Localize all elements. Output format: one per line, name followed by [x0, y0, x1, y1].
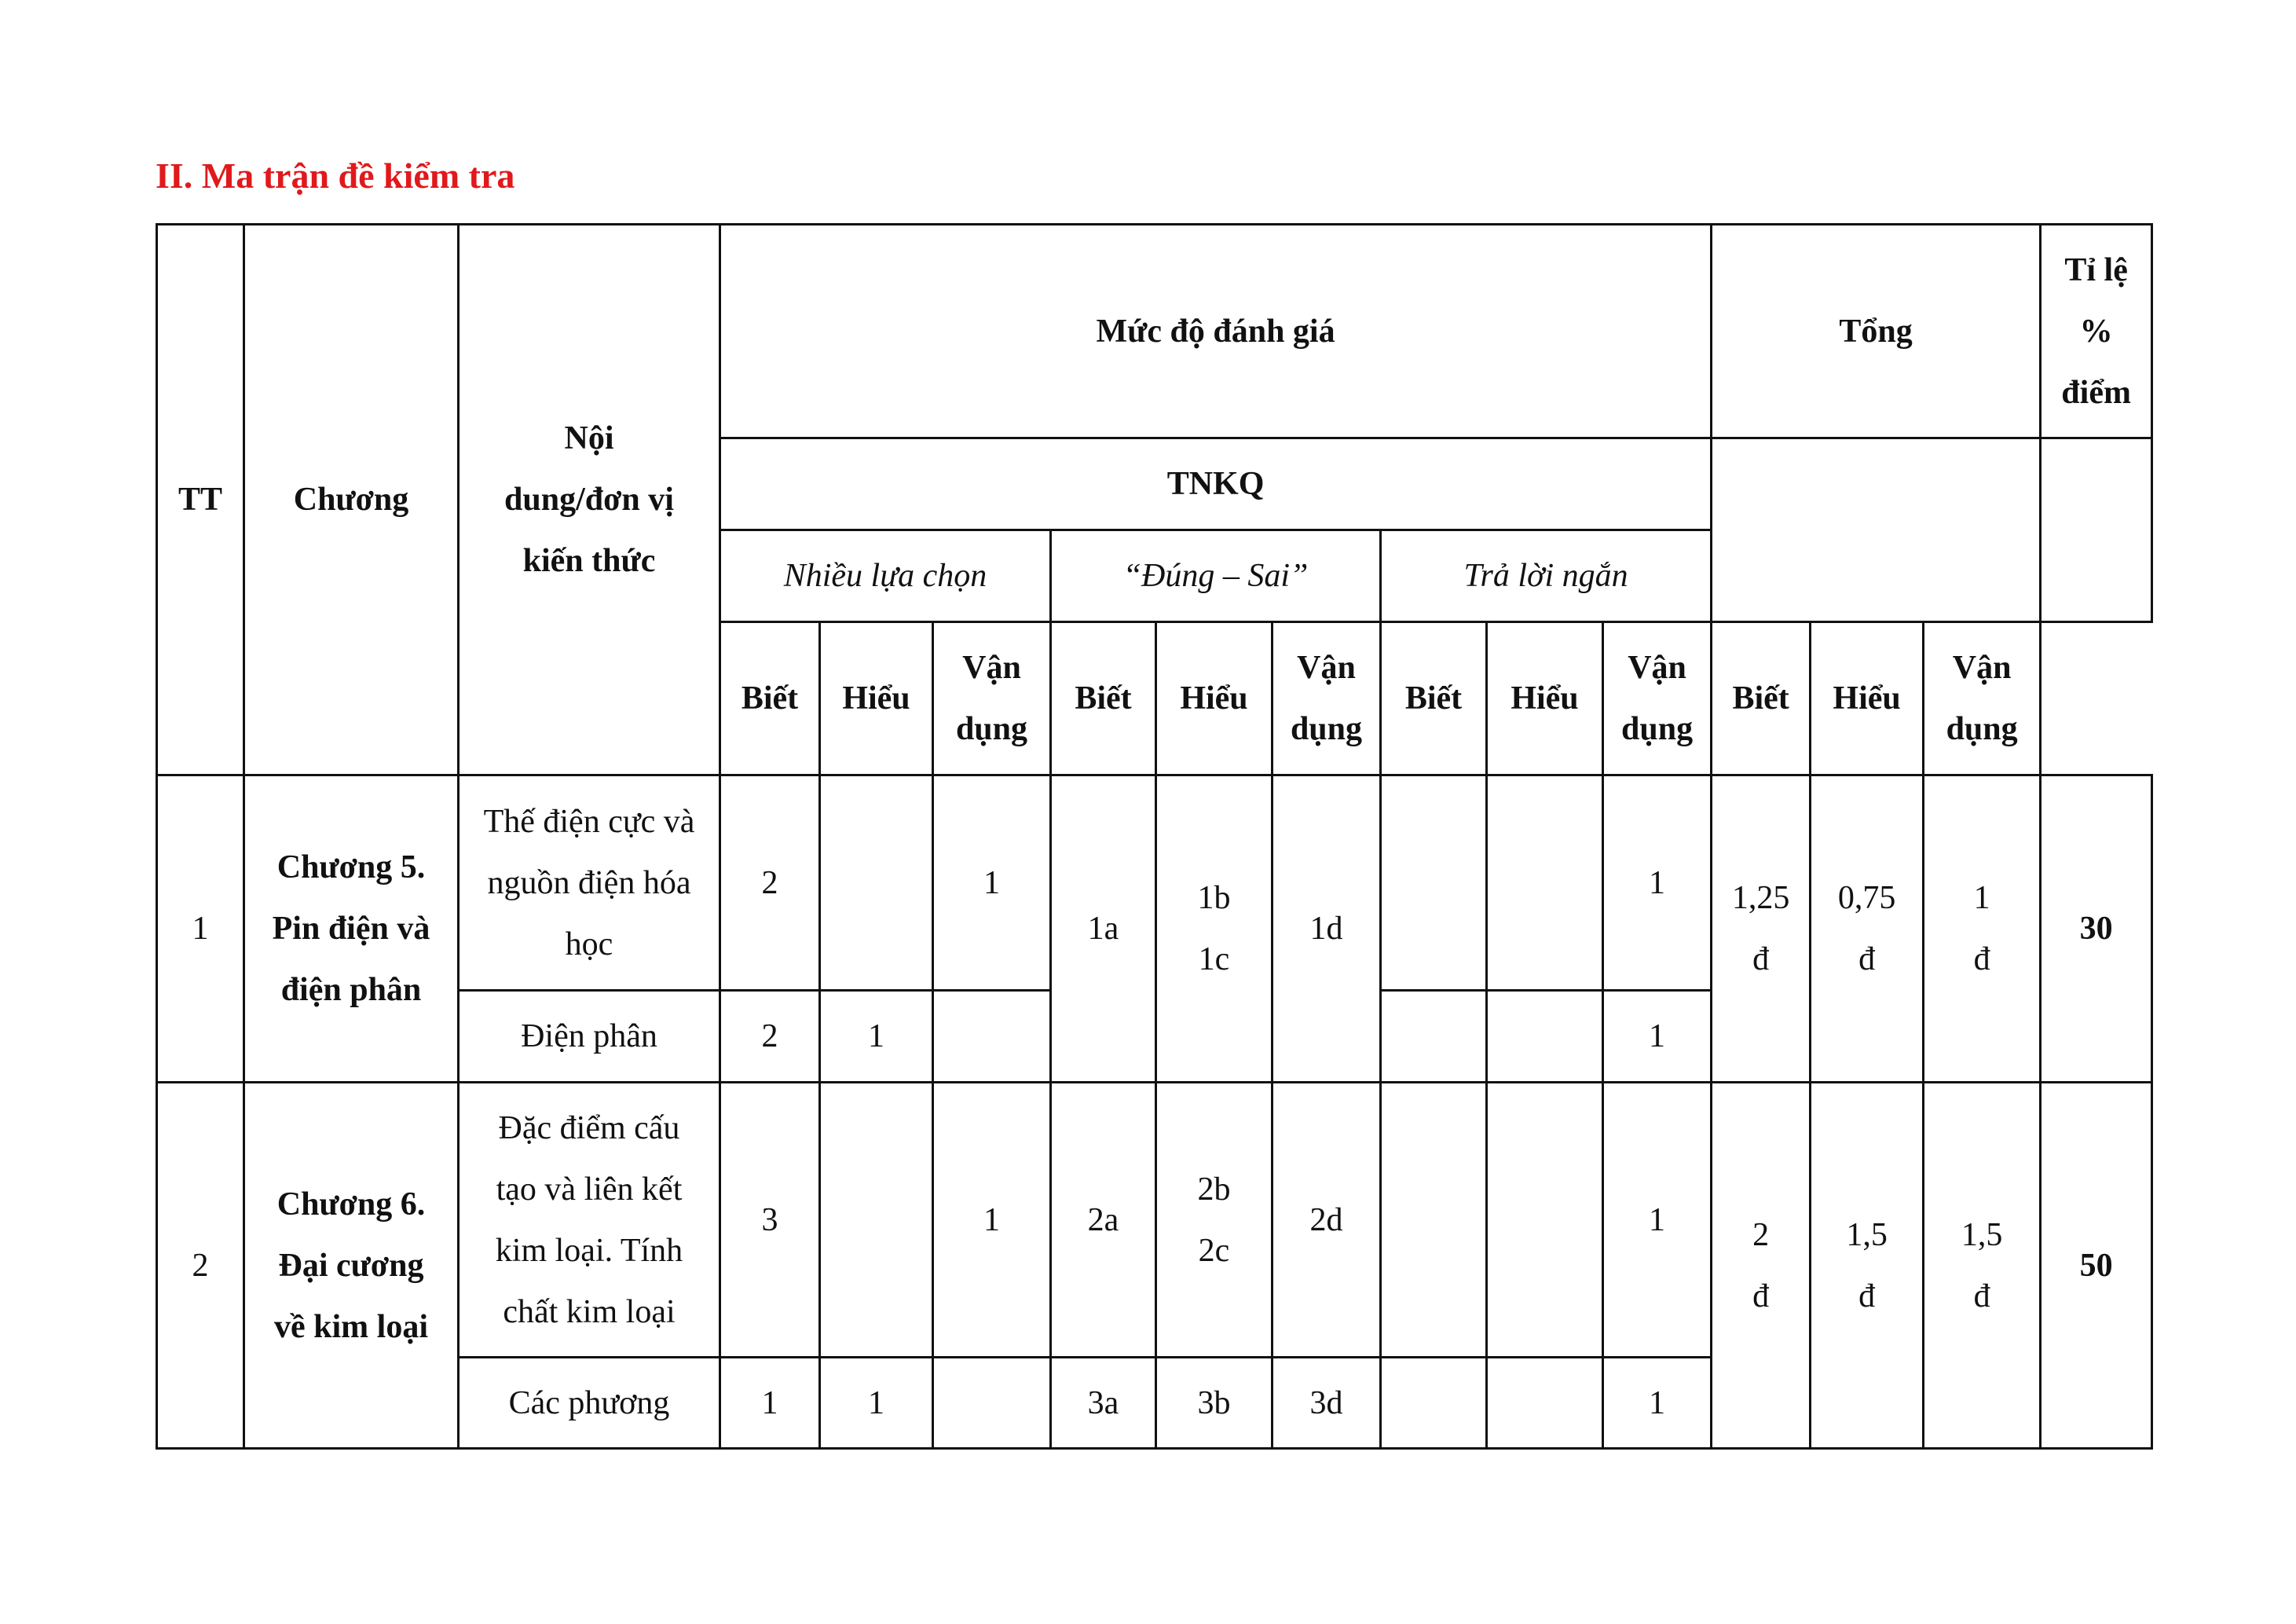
cell-tong-van-dung: 1,5 đ — [1924, 1083, 2041, 1449]
cell-mc-hieu — [820, 1083, 933, 1358]
cell-ds-van-dung: 3d — [1273, 1358, 1381, 1449]
header-ti-le-empty — [2041, 438, 2152, 622]
cell-sa-van-dung: 1 — [1603, 991, 1712, 1083]
cell-sa-hieu — [1487, 775, 1603, 991]
cell-mc-biet: 2 — [720, 775, 820, 991]
exam-matrix-table — [156, 223, 2153, 1450]
header-nhieu-lua-chon: Nhiều lựa chọn — [720, 530, 1051, 622]
cell-sa-biet — [1381, 1358, 1487, 1449]
unit-name: Thế điện cực và nguồn điện hóa học — [459, 775, 720, 991]
unit-name: Điện phân — [459, 991, 720, 1083]
cell-ds-hieu: 1b 1c — [1156, 775, 1273, 1083]
header-tong: Tổng — [1712, 225, 2041, 438]
table-row — [157, 775, 2152, 991]
cell-ds-van-dung: 2d — [1273, 1083, 1381, 1358]
header-dung-sai: “Đúng – Sai” — [1051, 530, 1381, 622]
cell-mc-biet: 3 — [720, 1083, 820, 1358]
row-tt: 2 — [157, 1083, 244, 1449]
unit-name: Đặc điểm cấu tạo và liên kết kim loại. Tính chất kim loại — [459, 1083, 720, 1358]
cell-sa-hieu — [1487, 991, 1603, 1083]
cell-mc-hieu: 1 — [820, 1358, 933, 1449]
cell-tong-van-dung: 1 đ — [1924, 775, 2041, 1083]
cell-mc-van-dung — [933, 1358, 1051, 1449]
cell-sa-van-dung: 1 — [1603, 1083, 1712, 1358]
cell-sa-biet — [1381, 1083, 1487, 1358]
header-tong-empty — [1712, 438, 2041, 622]
level-biet: Biết — [1051, 622, 1156, 775]
header-chuong: Chương — [244, 225, 459, 775]
cell-tong-biet: 2 đ — [1712, 1083, 1811, 1449]
cell-ds-biet: 1a — [1051, 775, 1156, 1083]
header-tt: TT — [157, 225, 244, 775]
row-tt: 1 — [157, 775, 244, 1083]
cell-mc-van-dung: 1 — [933, 775, 1051, 991]
level-biet: Biết — [720, 622, 820, 775]
level-van-dung: Vận dụng — [1273, 622, 1381, 775]
cell-sa-biet — [1381, 775, 1487, 991]
header-tra-loi-ngan: Trả lời ngắn — [1381, 530, 1712, 622]
cell-ds-biet: 3a — [1051, 1358, 1156, 1449]
level-van-dung: Vận dụng — [933, 622, 1051, 775]
row-chuong: Chương 6. Đại cương về kim loại — [244, 1083, 459, 1449]
cell-sa-hieu — [1487, 1083, 1603, 1358]
cell-ti-le: 30 — [2041, 775, 2152, 1083]
level-hieu: Hiểu — [1156, 622, 1273, 775]
cell-ds-biet: 2a — [1051, 1083, 1156, 1358]
cell-ds-hieu: 2b 2c — [1156, 1083, 1273, 1358]
level-van-dung: Vận dụng — [1603, 622, 1712, 775]
cell-mc-van-dung — [933, 991, 1051, 1083]
cell-sa-biet — [1381, 991, 1487, 1083]
level-hieu: Hiểu — [820, 622, 933, 775]
header-muc-do-danh-gia: Mức độ đánh giá — [720, 225, 1712, 438]
cell-tong-biet: 1,25 đ — [1712, 775, 1811, 1083]
header-noi-dung: Nội dung/đơn vị kiến thức — [459, 225, 720, 775]
table-row — [157, 1083, 2152, 1358]
row-chuong: Chương 5. Pin điện và điện phân — [244, 775, 459, 1083]
cell-tong-hieu: 1,5 đ — [1811, 1083, 1924, 1449]
cell-ds-hieu: 3b — [1156, 1358, 1273, 1449]
section-title: II. Ma trận đề kiểm tra — [156, 156, 515, 196]
cell-sa-hieu — [1487, 1358, 1603, 1449]
cell-tong-hieu: 0,75 đ — [1811, 775, 1924, 1083]
cell-ti-le: 50 — [2041, 1083, 2152, 1449]
cell-mc-hieu: 1 — [820, 991, 933, 1083]
unit-name: Các phương — [459, 1358, 720, 1449]
cell-sa-van-dung: 1 — [1603, 775, 1712, 991]
cell-mc-van-dung: 1 — [933, 1083, 1051, 1358]
level-biet: Biết — [1381, 622, 1487, 775]
cell-mc-hieu — [820, 775, 933, 991]
cell-sa-van-dung: 1 — [1603, 1358, 1712, 1449]
level-van-dung: Vận dụng — [1924, 622, 2041, 775]
level-hieu: Hiểu — [1487, 622, 1603, 775]
cell-ds-van-dung: 1d — [1273, 775, 1381, 1083]
header-ti-le: Tỉ lệ % điểm — [2041, 225, 2152, 438]
level-biet: Biết — [1712, 622, 1811, 775]
cell-mc-biet: 2 — [720, 991, 820, 1083]
level-hieu: Hiểu — [1811, 622, 1924, 775]
header-tnkq: TNKQ — [720, 438, 1712, 530]
cell-mc-biet: 1 — [720, 1358, 820, 1449]
